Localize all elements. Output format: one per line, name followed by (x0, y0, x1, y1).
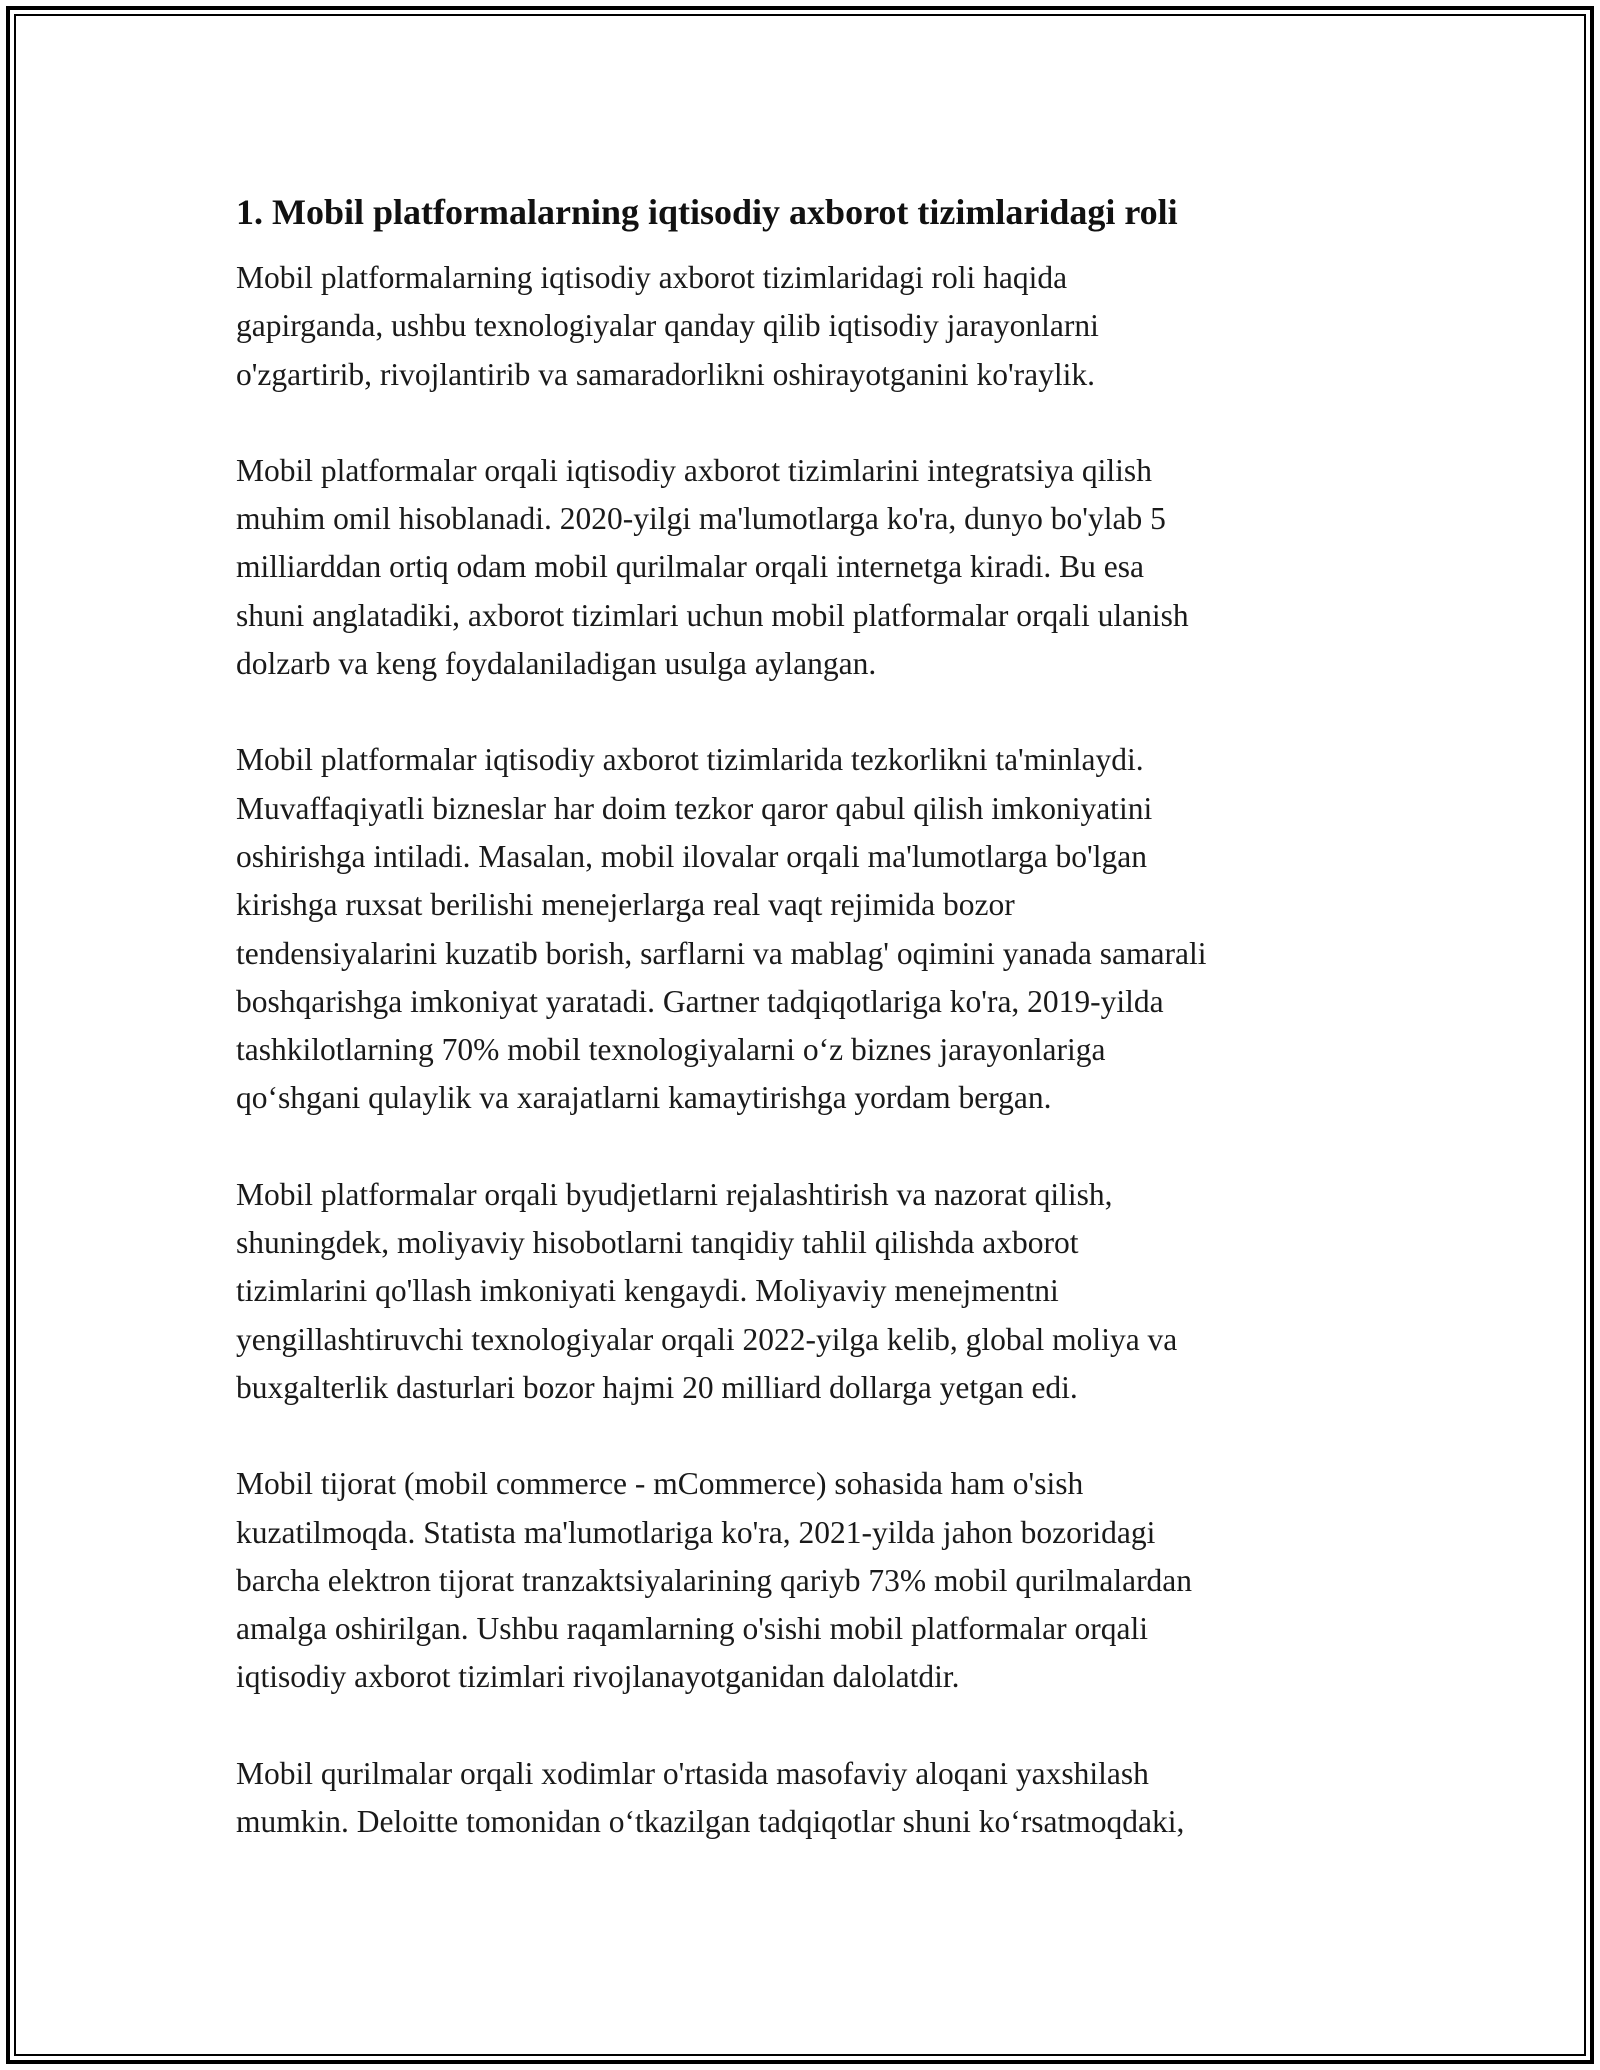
text-line: oshirishga intiladi. Masalan, mobil ilovalar orqali ma'lumotlarga bo'lgan (236, 838, 1147, 874)
text-line: Mobil platformalar orqali iqtisodiy axborot tizimlarini integratsiya qilish (236, 452, 1152, 488)
document-body (236, 188, 1376, 1894)
paragraph-mcommerce (236, 1460, 1376, 1701)
text-line: iqtisodiy axborot tizimlari rivojlanayotganidan dalolatdir. (236, 1659, 960, 1695)
text-line: shuni anglatadiki, axborot tizimlari uchun mobil platformalar orqali ulanish (236, 597, 1189, 633)
text-line: kuzatilmoqda. Statista ma'lumotlariga ko'ra, 2021-yilda jahon bozoridagi (236, 1514, 1156, 1550)
text-line: boshqarishga imkoniyat yaratadi. Gartner tadqiqotlariga ko'ra, 2019-yilda (236, 983, 1164, 1019)
text-line: Mobil tijorat (mobil commerce - mCommerce) sohasida ham o'sish (236, 1466, 1084, 1502)
text-line: tizimlarini qo'llash imkoniyati kengaydi. Moliyaviy menejmentni (236, 1273, 1059, 1309)
text-line: tashkilotlarning 70% mobil texnologiyalarni o‘z biznes jarayonlariga (236, 1032, 1106, 1068)
text-line: buxgalterlik dasturlari bozor hajmi 20 milliard dollarga yetgan edi. (236, 1369, 1078, 1405)
text-line: shuningdek, moliyaviy hisobotlarni tanqidiy tahlil qilishda axborot (236, 1225, 1079, 1261)
text-line: dolzarb va keng foydalaniladigan usulga aylangan. (236, 646, 877, 682)
text-line: kirishga ruxsat berilishi menejerlarga real vaqt rejimida bozor (236, 887, 1015, 923)
text-line: amalga oshirilgan. Ushbu raqamlarning o'sishi mobil platformalar orqali (236, 1611, 1148, 1647)
text-line: gapirganda, ushbu texnologiyalar qanday qilib iqtisodiy jarayonlarni (236, 308, 1099, 344)
paragraph-intro (236, 254, 1376, 399)
text-line: tendensiyalarini kuzatib borish, sarflarni va mablag' oqimini yanada samarali (236, 935, 1207, 971)
paragraph-speed (236, 736, 1376, 1122)
text-line: mumkin. Deloitte tomonidan o‘tkazilgan tadqiqotlar shuni ko‘rsatmoqdaki, (236, 1804, 1185, 1840)
section-heading: 1. Mobil platformalarning iqtisodiy axborot tizimlaridagi roli (236, 192, 1178, 232)
text-line: o'zgartirib, rivojlantirib va samaradorlikni oshirayotganini ko'raylik. (236, 356, 1096, 392)
text-line: qo‘shgani qulaylik va xarajatlarni kamaytirishga yordam bergan. (236, 1080, 1052, 1116)
text-line: barcha elektron tijorat tranzaktsiyalarining qariyb 73% mobil qurilmalardan (236, 1562, 1193, 1598)
text-line: milliarddan ortiq odam mobil qurilmalar orqali internetga kiradi. Bu esa (236, 549, 1145, 585)
text-line: Muvaffaqiyatli bizneslar har doim tezkor qaror qabul qilish imkoniyatini (236, 790, 1153, 826)
text-line: yengillashtiruvchi texnologiyalar orqali 2022-yilga kelib, global moliya va (236, 1321, 1178, 1357)
text-line: Mobil platformalar iqtisodiy axborot tizimlarida tezkorlikni ta'minlaydi. (236, 742, 1144, 778)
text-line: Mobil platformalar orqali byudjetlarni rejalashtirish va nazorat qilish, (236, 1176, 1113, 1212)
text-line: Mobil platformalarning iqtisodiy axborot tizimlaridagi roli haqida (236, 260, 1068, 295)
text-line: muhim omil hisoblanadi. 2020-yilgi ma'lumotlarga ko'ra, dunyo bo'ylab 5 (236, 501, 1166, 537)
text-line: Mobil qurilmalar orqali xodimlar o'rtasida masofaviy aloqani yaxshilash (236, 1755, 1149, 1791)
paragraph-remote (236, 1750, 1376, 1847)
paragraph-budget (236, 1171, 1376, 1412)
paragraph-integration (236, 447, 1376, 688)
